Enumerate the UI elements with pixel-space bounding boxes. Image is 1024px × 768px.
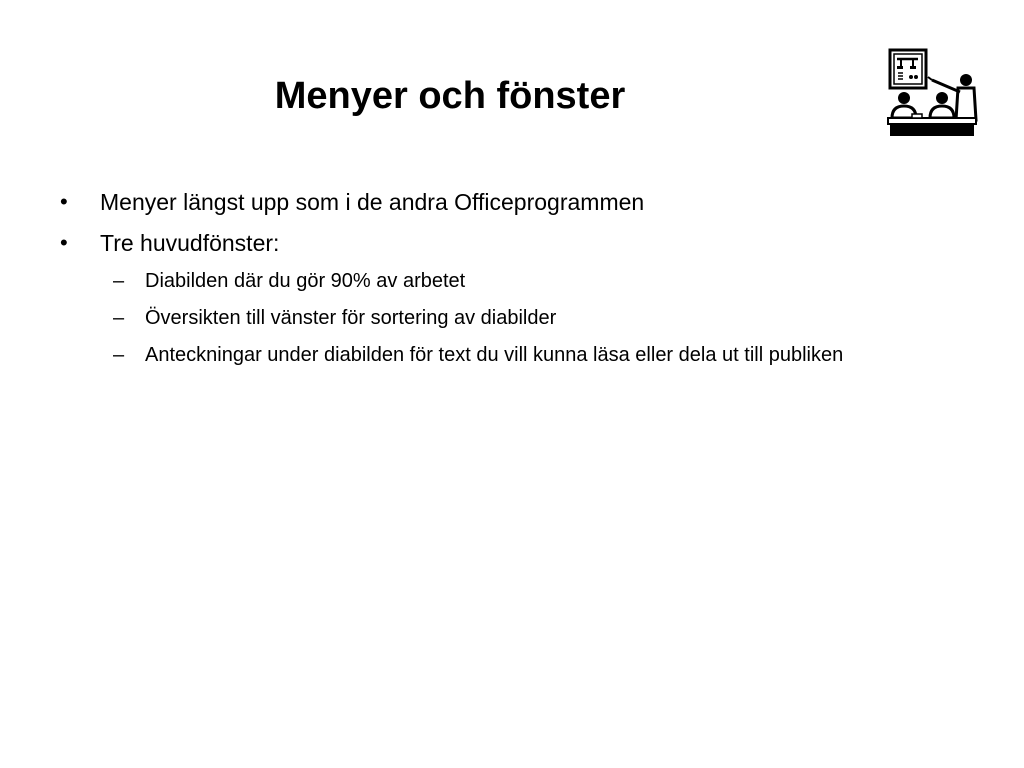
bullet-marker: • — [60, 189, 68, 214]
slide-title: Menyer och fönster — [274, 75, 626, 117]
sub-bullet-text: Diabilden där du gör 90% av arbetet — [145, 270, 466, 292]
presentation-audience-icon — [884, 44, 980, 140]
sub-bullet-item — [60, 340, 960, 370]
bullet-item — [60, 182, 960, 223]
bullet-text: Menyer längst upp som i de andra Officeprogrammen — [100, 189, 645, 215]
bullet-item — [60, 223, 960, 264]
bullet-list — [60, 182, 960, 377]
sub-bullet-marker: – — [113, 270, 125, 292]
bullet-marker: • — [60, 230, 68, 255]
sub-bullet-text: Översikten till vänster för sortering av diabilder — [145, 307, 557, 329]
sub-bullet-marker: – — [113, 307, 125, 329]
bullet-text: Tre huvudfönster: — [100, 230, 280, 256]
sub-bullet-text: Anteckningar under diabilden för text du vill kunna läsa eller dela ut till publiken — [145, 344, 844, 366]
sub-bullet-item — [60, 266, 960, 296]
sub-bullet-item — [60, 303, 960, 333]
sub-bullet-marker: – — [113, 344, 125, 366]
